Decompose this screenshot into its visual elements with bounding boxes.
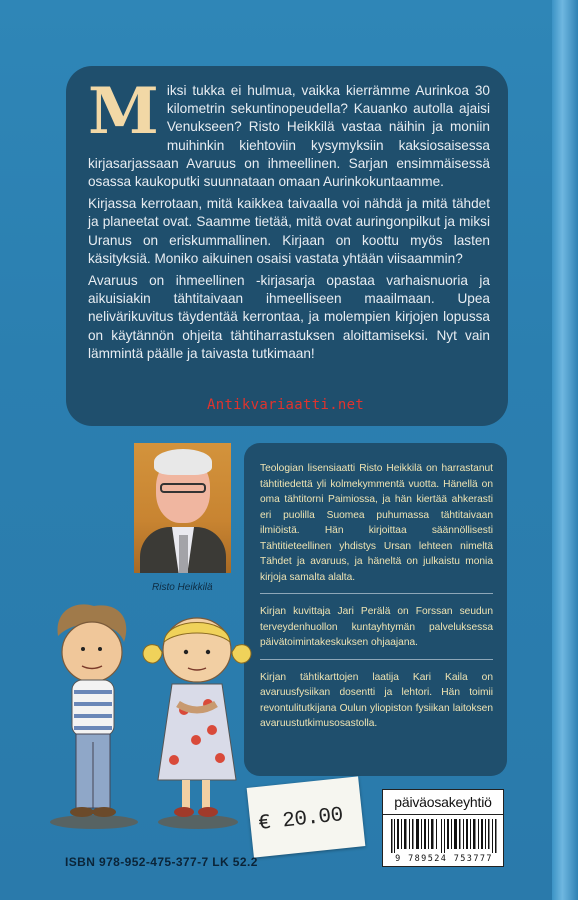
barcode-bars xyxy=(389,819,497,853)
publisher-logo: päiväosakeyhtiö xyxy=(382,789,504,815)
author-bio-panel xyxy=(244,443,507,776)
bio-divider xyxy=(260,659,493,660)
description-paragraph-2: Kirjassa kerrotaan, mitä kaikkea taivaalla voi nähdä ja mitä tähdet ja planeetat ovat. Saamme tietää, mitä ovat auringonpilkut ja miksi Uranus on eriskummallinen. Kirjaan on koottu myös lasten käsityksiä. Moniko aikuinen osaisi vastata yhtään viisaammin? xyxy=(88,196,490,266)
author-portrait xyxy=(134,443,231,573)
cover-edge xyxy=(552,0,578,900)
drop-cap: M xyxy=(88,74,159,149)
bio-illustrator: Kirjan kuvittaja Jari Perälä on Forssan seudun terveydenhuollon kuntayhtymän palveluksessa päivätoimintakeskuksen ohjaajana. xyxy=(260,606,493,648)
barcode-number: 9 789524 753777 xyxy=(395,854,493,864)
price-sticker xyxy=(247,776,366,857)
barcode xyxy=(382,815,504,867)
description-paragraph-3: Avaruus on ihmeellinen -kirjasarja opastaa varhaisnuoria ja aikuisiakin tähtitaivaan ihmeelliseen maailmaan. Upea nelivärikuvitus täydentää kerrontaa, ja molempien kirjojen lopussa on käytännön ohjeita tähtiharrastuksen aloittamiseksi. Nyt vain lämmintä päälle ja taivasta tutkimaan! xyxy=(88,273,490,361)
portrait-caption: Risto Heikkilä xyxy=(152,582,213,593)
isbn-line: ISBN 978-952-475-377-7 LK 52.2 xyxy=(65,855,258,869)
portrait-glasses xyxy=(160,483,206,493)
bio-divider xyxy=(260,593,493,594)
description-panel xyxy=(66,66,508,426)
bio-map-maker: Kirjan tähtikarttojen laatija Kari Kaila on avaruusfysiikan dosentti ja lehtori. Hän toimii revontulitutkijana Oulun yliopiston fysiikan laitoksen avaruustutkimusosastolla. xyxy=(260,671,493,729)
portrait-tie xyxy=(179,535,188,573)
portrait-hair xyxy=(154,449,212,475)
children-illustration xyxy=(36,600,266,830)
description-paragraph-1: iksi tukka ei hulmua, vaikka kierrämme Aurinkoa 30 kilometrin sekuntinopeudella? Kauanko autolla ajaisi Venukseen? Risto Heikkilä vastaa näihin ja moniin muihinkin kiehtoviin kysymyksiin kaksiosaisessa kirjasarjassaan Avaruus on ihmeellinen. Sarjan ensimmäisessä osassa kaukoputki suunnataan omaan Aurinkokuntaamme. xyxy=(88,83,490,190)
price-value: € 20.00 xyxy=(257,804,344,836)
bio-author: Teologian lisensiaatti Risto Heikkilä on harrastanut tähtitiedettä yli kolmekymmentä vuotta. Hänellä on oma tähtitorni Paimiossa, ja hän kiertää ahkerasti eri puolilla Suomea puhumassa tähtitaivaan ilmiöistä. Hän kirjoittaa säännöllisesti Tähtitieteellinen yhdistys Ursan lehteen nimeltä Tähdet ja avaruus, ja häneltä on julkaistu monia kirjoja samalta alalta. xyxy=(260,463,493,583)
watermark-text: Antikvariaatti.net xyxy=(207,397,365,413)
